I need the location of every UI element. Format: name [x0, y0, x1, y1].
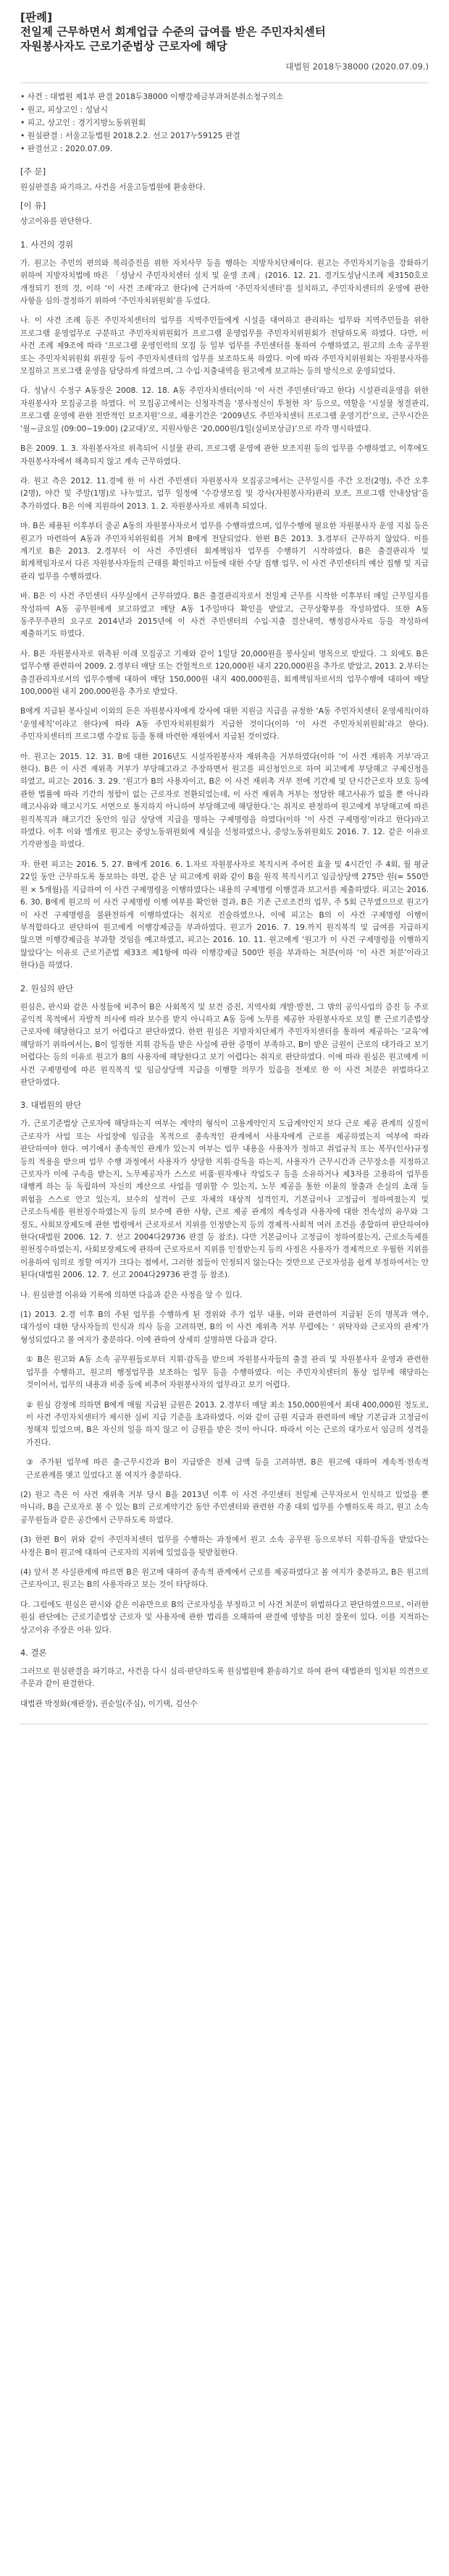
paragraph: 그러므로 원심판결을 파기하고, 사건을 다시 심리·판단하도록 원심법원에 환송하기로 하여 관여 대법관의 일치된 의견으로 주문과 같이 판결한다.: [20, 1667, 429, 1689]
paragraph: 가. 근로기준법상 근로자에 해당하는지 여부는 계약의 형식이 고용계약인지 도급계약인지 보다 근로 제공 관계의 실질이 근로자가 사업 또는 사업장에 임금을 목적으로 종속적인 관계에서 사용자에게 근로를 제공하였는지 여부에 따라 판단하여야 한다. 여기에서 종속적인 관계가 있는지 여부는 업무 내용을 사용자가 정하고 취업규칙 또는 복무(인사)규정 등의 적용을 받으며 업무 수행 과정에서 사용자가 상당한 지휘·감독을 하는지, 사용자가 근무시간과 근무장소를 지정하고 근로자가 이에 구속을 받는지, 노무제공자가 스스로 비품·원자재나 작업도구 등을 소유하거나 제3자를 고용하여 업무를 대행케 하는 등 독립하여 자신의 계산으로 사업을 영위할 수 있는지, 노무 제공을 통한 이윤의 창출과 손실의 초래 등 위험을 스스로 안고 있는지, 보수의 성격이 근로 자체의 대상적 성격인지, 기본급이나 고정급이 정하여졌는지 및 근로소득세를 원천징수하였는지 등의 보수에 관한 사항, 근로 제공 관계의 계속성과 사용자에 대한 전속성의 유무와 그 정도, 사회보장제도에 관한 법령에서 근로자로서 지위를 인정받는지 등의 경제적·사회적 여러 조건을 종합하여 판단하여야 한다(대법원 2006. 12. 7. 선고 2004다29736 판결 등 참조). 다만 기본급이나 고정급이 정하여졌는지, 근로소득세를 원천징수하였는지, 사회보장제도에 관하여 근로자로서 지위를 인정받는지 등의 사정은 사용자가 경제적으로 우월한 지위를 이용하여 임의로 정할 여지가 크다는 점에서, 그러한 점들이 인정되지 않는다는 것만으로 근로자성을 쉽게 부정하여서는 안 된다(대법원 2006. 12. 7. 선고 2004다29736 판결 등 참조).: [20, 1119, 429, 1280]
case-number: 대법원 2018두38000 (2020.07.09.): [285, 62, 429, 72]
meta-plaintiff: • 원고, 피상고인 : 성남시: [20, 105, 109, 114]
meta-ruling-date: • 판결선고 : 2020.07.09.: [20, 144, 113, 153]
paragraph: (3) 한편 B이 위와 같이 주민자치센터 업무를 수행하는 과정에서 원고 소속 공무원 등으로부터 지휘·감독을 받았다는 사정은 B이 원고에 대하여 근로자의 지위에 있었음을 뒷받침한다.: [20, 1535, 429, 1557]
meta-case: • 사건 : 대법원 제1부 판결 2018두38000 이행강제금부과처분취소청구의소: [20, 92, 284, 101]
paragraph: (2) 원고 측은 이 사건 재위촉 거부 당시 B을 2013년 이후 이 사건 주민센터 전일제 근무자로서 인식하고 있었을 뿐 아니라, B을 근로자로 볼 수 있는 B의 근로계약기간 동안 주민센터와 관련한 각종 대외 업무를 수행하도록 하고, 원고 소속 공무원들과 같은 공간에서 근무하도록 하였다.: [20, 1490, 429, 1525]
meta-lower-judgment: • 원심판결 : 서울고등법원 2018.2.2. 선고 2017누59125 판결: [20, 131, 240, 140]
paragraph: (4) 앞서 본 사실관계에 따르면 B은 원고에 대하여 종속적 관계에서 근로를 제공하였다고 볼 여지가 충분하고, B은 원고의 근로자이고, 원고는 B의 사용자라고 보는 것이 타당하다.: [20, 1567, 429, 1590]
order-text: 원심판결을 파기하고, 사건을 서울고등법원에 환송한다.: [20, 183, 206, 192]
paragraph: 아. 원고는 2015. 12. 31. B에 대한 2016년도 시설자원봉사자 재위촉을 거부하였다(이하 ‘이 사건 재위촉 거부’라고 한다). B은 이 사건 재위촉 거부가 부당해고라고 주장하면서 원고를 피신청인으로 하여 피고에게 부당해고 구제신청을 하였고, 피고는 2016. 3. 29. ‘원고가 B의 사용자이고, B은 이 사건 재위촉 거부 전에 기간제 및 단시간근로자 보호 등에 관한 법률에 따라 기간의 정함이 없는 근로자로 전환되었는데, 이 사건 재위촉 거부는 정당한 해고사유가 없을 뿐 아니라 해고사유와 해고시기도 서면으로 통지하지 아니하여 부당해고에 해당한다.’는 취지로 판정하여 원고에게 부당해고에 따른 원직복직과 해고기간 동안의 임금 상당액 지급을 명하는 구제명령을 하였다(이하 ‘이 사건 구제명령’이라고 한다)라고 하였다. 이후 이와 별개로 원고는 중앙노동위원회에 재심을 신청하였으나, 중앙노동위원회도 2016. 7. 12. 같은 이유로 기각판정을 하였다.: [20, 752, 429, 850]
paragraph: 다. 성남시 수정구 A동장은 2008. 12. 18. A동 주민자치센터(이하 ‘이 사건 주민센터’라고 한다) 시설관리운영을 위한 자원봉사자 모집공고를 하였다. 이 모집공고에서는 신청자격을 ‘봉사정신이 투철한 자’ 등으로, 역할을 ‘시설물 청결관리, 프로그램 운영에 관한 전반적인 보조지원’으로, 채용기간은 ‘2009년도 주민자치센터 프로그램 운영기간’으로, 근무시간은 ‘월~금요일 (09:00~19:00) (2교대)’로, 지원사항은 ‘20,000원/1일(실비보상금)’으로 각각 명시하였다.: [20, 386, 429, 433]
section-heading-conclusion: 4. 결론: [20, 1648, 47, 1658]
paragraph: 바. B은 이 사건 주민센터 사무실에서 근무하였다. B은 출결관리자로서 전일제 근무를 시작한 이후부터 매일 근무일지를 작성하여 A동 공무원에게 보고하였고 매달 A동 1주일마다 확인을 받았고, 근무상황부를 작성하였다. 또한 A동 동주무주관의 요구로 2014년과 2015년에 이 사건 주민센터의 수입·지출 결산내역, 행정감사자료 등을 작성하여 제출하기도 하였다.: [20, 592, 429, 639]
title-line-2: 자원봉사자도 근로기준법상 근로자에 해당: [20, 40, 227, 53]
paragraph: 사. B은 자원봉사자로 위촉된 이래 모집공고 기재와 같이 1일당 20,000원을 봉사실비 명목으로 받았다. 그 외에도 B은 업무수행 관련하여 2009. 2.경부터 매달 또는 간헐적으로 120,000원 내지 220,000원을 추가로 받았고, 2013. 2.부터는 출결관리자로서의 업무수행에 대하여 매달 150,000원 내지 400,000원을, 회계책임자로서의 업무수행에 대하여 매달 100,000원 내지 200,000원을 추가로 받았다.: [20, 649, 429, 696]
section-heading-lower-court: 2. 원심의 판단: [20, 983, 74, 993]
paragraph: B은 2009. 1. 3. 자원봉사자로 위촉되어 시설물 관리, 프로그램 운영에 관한 보조지원 등의 업무를 수행하였고, 이후에도 자원봉사자에서 해촉되지 않고 계속 근무하였다.: [20, 444, 429, 466]
order-label: [주 문]: [20, 166, 46, 177]
paragraph: ② 원심 감정에 의하면 B에게 매월 지급된 금원은 2013. 2.경부터 매달 최소 150,000원에서 최대 400,000원 정도로, 이 사건 주민자치센터가 제시한 실비 지급 기준을 초과하였다. 이와 같이 금원 지급과 관련하여 매달 기본급과 고정급이 정해져 있었으며, B은 자신의 일을 하지 않고 이 금원을 받은 것이 아니다. 따라서 이는 근로의 대가로서 임금의 성격을 가진다.: [26, 1400, 429, 1447]
section-heading-background: 1. 사건의 경위: [20, 239, 74, 250]
meta-defendant: • 피고, 상고인 : 경기지방노동위원회: [20, 118, 146, 127]
title-tag: [판례]: [20, 11, 53, 24]
paragraph: B에게 지급된 봉사실비 이외의 돈은 자원봉사자에게 강사에 대한 지원금 지급을 규정한 ‘A동 주민자치센터 운영세칙(이하 ‘운영세칙’이라고 한다)에 따라 A동 주민자치위원회가 지급한 것이다(이하 ‘이 사건 주민자치위원회’라고 한다). 주민자치센터의 프로그램 수강료 등을 통해 마련한 재원에서 지급된 것이었다.: [20, 707, 429, 742]
justices: 대법관 박정화(재판장), 권순일(주심), 이기택, 김선수: [20, 1699, 198, 1708]
paragraph: 나. 원심판결 이유와 기록에 의하면 다음과 같은 사정을 알 수 있다.: [20, 1290, 243, 1300]
reason-label: [이 유]: [20, 200, 46, 211]
paragraph: 가. 원고는 주민의 편의와 복리증진을 위한 자치사무 등을 행하는 지방자치단체이다. 원고는 주민자치기능을 강화하기 위하여 지방자치법에 따른 「성남시 주민자치센터 설치 및 운영 조례」(2016. 12. 21. 경기도성남시조례 제3150호로 개정되기 전의 것, 이하 ‘이 사건 조례’라고 한다)에 근거하여 ‘주민자치센터’를 설치하고, 주민자치센터의 운영에 관한 사항을 심의·결정하기 위하여 ‘주민자치위원회’를 두었다.: [20, 258, 429, 306]
paragraph: 다. 그럼에도 원심은 판시와 같은 이유만으로 B의 근로자성을 부정하고 이 사건 처분이 위법하다고 판단하였으므로, 이러한 원심 판단에는 근로기준법상 근로자 및 사용자에 관한 법리를 오해하여 판결에 영향을 미친 잘못이 있다. 이를 지적하는 상고이유 주장은 이유 있다.: [20, 1600, 429, 1635]
paragraph: 원심은, 판시와 같은 사정들에 비추어 B은 사회복지 및 보건 증진, 지역사회 개발·발전, 그 밖의 공익사업의 증진 등 주로 공익적 목적에서 자발적 의사에 따라 보수를 받지 아니하고 A동 등에 노무를 제공한 자원봉사자로 보일 뿐 근로기준법상 근로자에 해당한다고 보기 어렵다고 판단하였다. 한편 원심은 지방자치단체가 주민자치센터를 통하여 제공하는 ‘교육’에 해당하기 위하여서는, B이 일정한 지휘 감독을 받은 사실에 관한 증명이 부족하고, B이 받은 금원이 근로의 대가라고 보기 어렵다는 등의 이유로 원고가 B의 사용자에 해당한다고 보기 어렵다는 취지로 판단하였다. 이에 따라 원심은 원고에게 이 사건 구제명령에 따른 원직복직 및 임금상당액 지급을 이행할 의무가 있음을 전제로 한 이 사건 처분은 위법하다고 판단하였다.: [20, 1002, 429, 1087]
paragraph: 나. 이 사건 조례 등은 주민자치센터의 업무를 지역주민들에게 시설을 대여하고 관리하는 업무와 지역주민들을 위한 프로그램 운영업무로 구분하고 주민자치위원회가 프로그램 운영업무를 주민자치위원회가 전담하도록 하였다. 다만, 이 사건 조례 제9조에 따라 ‘프로그램 운영인력의 모집 등 일부 업무를 주민센터를 통하여 수행하였고, 원고의 소속 공무원 또는 주민자치위원회 위원장 등이 주민자치센터의 업무를 보조하도록 하였다. 이에 따라 주민자치위원회는 자원봉사자를 모집하고 프로그램 운영을 담당하게 하였으며, 그 수입·지출내역을 원고에게 보고하는 등의 방식으로 운영되었다.: [20, 316, 429, 376]
paragraph: ① B은 원고와 A동 소속 공무원들로부터 지휘·감독을 받으며 자원봉사자들의 출결 관리 및 자원봉사자 운영과 관련한 업무를 수행하고, 원고의 행정업무를 보조하는 업무 등을 수행하였다. 이는 주민자치센터의 통상 업무에 해당하는 것이어서, 업무의 내용과 비중 등에 비추어 자원봉사자의 업무라고 보기 어렵다.: [26, 1355, 429, 1390]
paragraph: 마. B은 채용된 이후부터 줄곧 A동의 자원봉사자로서 업무를 수행하였으며, 업무수행에 필요한 자원봉사자 운영 지침 등은 원고가 마련하여 A동과 주민자치위원회를 거쳐 B에게 전달되었다. 한편 B은 2013. 3.경부터 근무하지 않았다. 이를 계기로 B은 2013. 2.경부터 이 사건 주민센터 회계책임자 업무를 수행하기 시작하였다. B은 출결관리자 및 회계책임자로서 다른 자원봉사자들의 근태를 확인하고 이들에 대한 수당 집행 업무, 이 사건 주민센터의 예산 집행 및 지급 관리 업무를 수행하였다.: [20, 522, 429, 581]
paragraph: 라. 원고 측은 2012. 11.경에 한 이 사건 주민센터 자원봉사자 모집공고에서는 근무일시를 주간 오전(2명), 주간 오후(2명), 야간 및 주말(1명)로 나누었고, 업무 일정에 ‘수강생모집 및 강사(자원봉사자)관리 보조, 프로그램 안내상담’을 추가하였다. B은 이에 지원하여 2013. 1. 2. 자원봉사자로 재위촉 되었다.: [20, 476, 429, 511]
top-divider: [20, 82, 429, 83]
case-meta: [20, 90, 429, 156]
document-title: [20, 10, 429, 54]
reason-intro: 상고이유를 판단한다.: [20, 217, 92, 226]
title-line-1: 전일제 근무하면서 회계업급 수준의 급여를 받은 주민자치센터: [20, 25, 326, 38]
paragraph: 자. 한편 피고는 2016. 5. 27. B에게 2016. 6. 1.자로 자원봉사자로 복직시켜 주어진 효율 및 4시간인 주 4회, 월 평균 22일 동안 근무하도록 통보하는 하면, 같은 날 피고에게 위와 같이 B을 원직 복직시키고 임금상당액 275만 원(= 550만 원 × 5개월)을 지급하여 이 사건 구제명령을 이행하였다는 내용의 구제명령 이행결과 보고서를 제출하였다. 피고는 2016. 6. 30. B에게 원고의 이 사건 구제명령 이행 여부를 확인한 결과, B은 기존 근로조건의 업무, 주 5회 근무였으므로 원고가 이 사건 구제명령을 불완전하게 이행하였다는 취지로 진술하였으나, 이에 피고는 B의 이 사건 구제명령 이행이 부적합하다고 판단하여 원고에게 이행강제금을 부과하였다. 원고가 2016. 7. 19.까지 원직복직 및 급여를 지급하지 않으면 이행강제금을 부과할 것임을 예고하였고, 피고는 2016. 10. 11. 원고에게 ‘원고가 이 사건 구제명령을 이행하지 않았다’는 이유로 근로기준법 제33조 제1항에 따라 이행강제금 500만 원을 부과하는 처분(이하 ‘이 사건 처분’이라고 한다)을 하였다.: [20, 860, 429, 970]
section-heading-supreme-court: 3. 대법원의 판단: [20, 1100, 82, 1111]
paragraph: ③ 주가된 업무에 따른 출·근무시간과 B이 지급받은 전체 금액 등을 고려하면, B은 원고에 대하여 계속적·전속적 근로관계를 맺고 있었다고 볼 여지가 충분하다.: [26, 1458, 429, 1480]
paragraph: (1) 2013. 2.경 이후 B의 주된 업무를 수행하게 된 경위와 주가 업무 내용, 이와 관련하여 지급된 돈의 명목과 액수, 대가성이 대한 당사자들의 인식과 의사 등을 고려하면, B의 이 사건 재위촉 거부 무렵에는 ‘ 위탁자와 근로자의 관계’가 형성되었다고 볼 여지가 충분하다. 이에 관하여 상세히 설명하면 다음과 같다.: [20, 1310, 429, 1344]
